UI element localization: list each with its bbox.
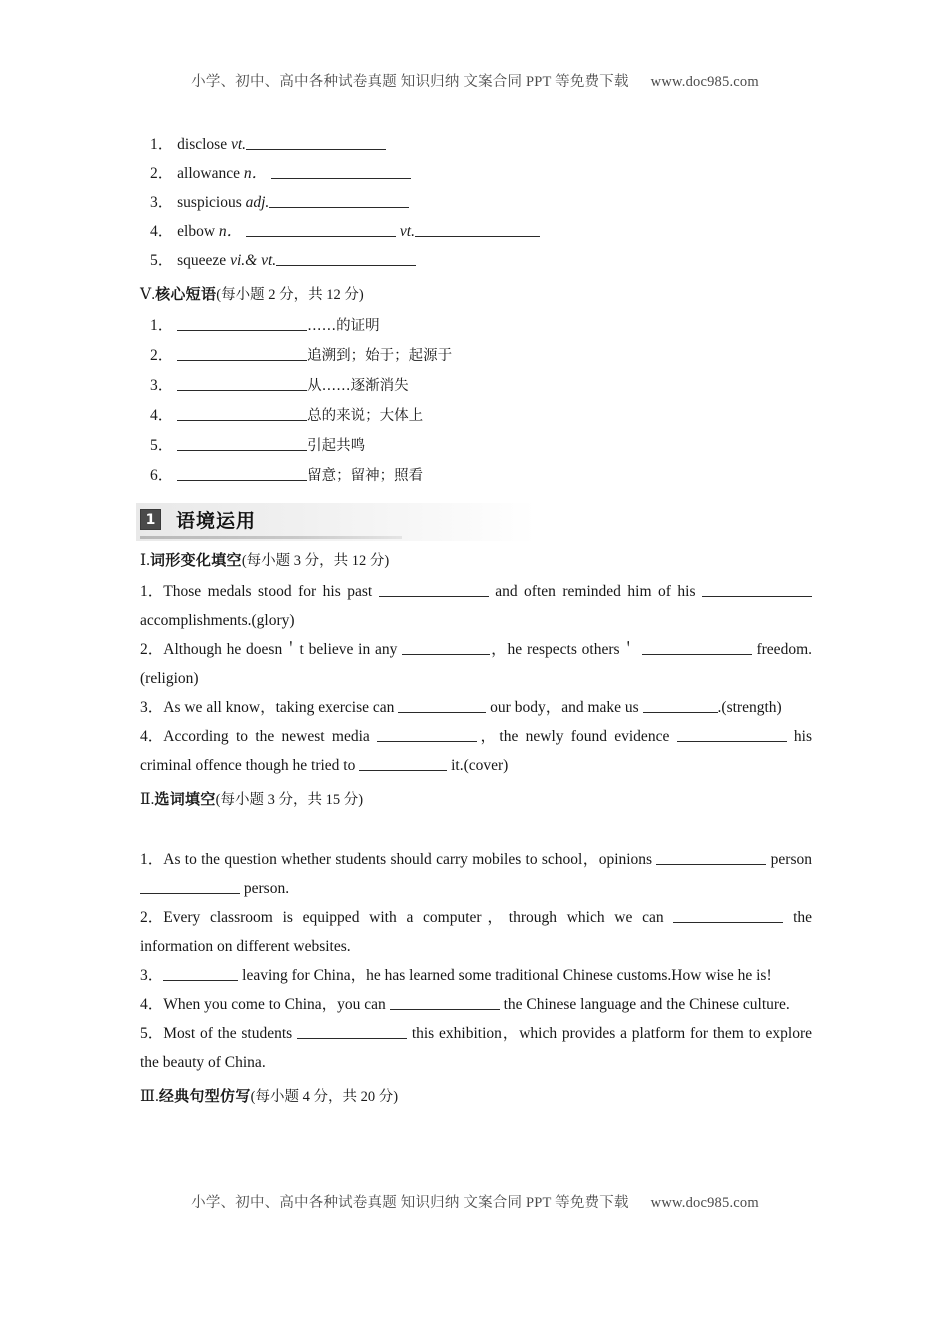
answer-blank[interactable] xyxy=(656,849,766,865)
watermark-bottom xyxy=(0,1191,950,1212)
vocab-word: elbow xyxy=(177,223,216,240)
section-score: (每小题 3 分，共 12 分) xyxy=(241,553,390,569)
question-text: When you come to China，you can xyxy=(163,996,390,1013)
answer-blank[interactable] xyxy=(177,345,307,361)
phrase-number: 6． xyxy=(150,467,174,484)
section-title: 选词填空 xyxy=(154,790,216,808)
vocab-pos: vt. xyxy=(230,136,247,153)
answer-blank[interactable] xyxy=(402,639,490,655)
vocab-number: 3． xyxy=(150,194,174,211)
question-number: 3． xyxy=(140,699,164,716)
question-number: 4． xyxy=(140,728,164,745)
vocab-number: 5． xyxy=(150,252,174,269)
watermark-top xyxy=(0,70,950,91)
watermark-top-text: 小学、初中、高中各种试卷真题 知识归纳 文案合同 PPT 等免费下载 xyxy=(191,74,629,90)
answer-blank[interactable] xyxy=(642,639,752,655)
phrase-item xyxy=(140,431,812,461)
question-item xyxy=(140,693,812,722)
phrase-item xyxy=(140,461,812,491)
answer-blank[interactable] xyxy=(643,697,718,713)
question-item xyxy=(140,990,812,1019)
question-text: According to the newest media xyxy=(163,728,378,745)
phrase-meaning: 总的来说；大体上 xyxy=(307,408,424,424)
answer-blank[interactable] xyxy=(276,250,416,266)
question-number: 1． xyxy=(140,851,164,868)
question-text: Those medals stood for his past xyxy=(163,583,379,600)
question-item xyxy=(140,845,812,903)
section-score: (每小题 4 分，共 20 分) xyxy=(250,1089,399,1105)
answer-blank[interactable] xyxy=(177,315,307,331)
answer-blank[interactable] xyxy=(390,994,500,1010)
question-item xyxy=(140,1019,812,1077)
answer-blank[interactable] xyxy=(297,1023,407,1039)
vocab-item xyxy=(140,159,812,188)
question-number: 1． xyxy=(140,583,164,600)
watermark-bottom-text: 小学、初中、高中各种试卷真题 知识归纳 文案合同 PPT 等免费下载 xyxy=(191,1195,629,1211)
question-text: Every classroom is equipped with a computer，through which we can xyxy=(163,909,674,926)
vocab-item xyxy=(140,130,812,159)
answer-blank[interactable] xyxy=(377,726,477,742)
answer-blank[interactable] xyxy=(140,878,240,894)
section-title: 词形变化填空 xyxy=(150,551,242,569)
section-roman: Ⅲ. xyxy=(140,1088,159,1105)
phrase-number: 3． xyxy=(150,377,174,394)
question-number: 4． xyxy=(140,996,164,1013)
question-text: person. xyxy=(240,880,290,897)
phrase-item xyxy=(140,371,812,401)
question-item xyxy=(140,903,812,961)
document-content xyxy=(140,130,812,1113)
question-item xyxy=(140,961,812,990)
question-text: this exhibition，which provides a platform for them to explore the beauty of China. xyxy=(140,1025,812,1071)
phrase-meaning: 引起共鸣 xyxy=(307,438,366,454)
phrase-meaning: 从……逐渐消失 xyxy=(307,378,409,394)
question-text: and often reminded him of his xyxy=(488,583,702,600)
vocab-item xyxy=(140,246,812,275)
phrase-meaning: 留意；留神；照看 xyxy=(307,468,424,484)
section-roman: Ⅴ. xyxy=(140,286,156,303)
answer-blank[interactable] xyxy=(177,465,307,481)
question-number: 2． xyxy=(140,641,164,658)
section-heading-word-form xyxy=(140,545,812,577)
phrase-meaning: 追溯到；始于；起源于 xyxy=(307,348,453,364)
answer-blank[interactable] xyxy=(359,755,447,771)
answer-blank[interactable] xyxy=(246,221,396,237)
phrase-meaning: ……的证明 xyxy=(307,318,380,334)
word-bank-placeholder xyxy=(140,816,812,845)
vocab-pos: n． xyxy=(218,223,243,240)
question-text: his criminal offence though he tried to xyxy=(140,728,813,774)
section-roman: Ⅰ. xyxy=(140,552,150,569)
phrase-item xyxy=(140,401,812,431)
question-item xyxy=(140,722,812,780)
question-number: 3． xyxy=(140,967,164,984)
answer-blank[interactable] xyxy=(177,405,307,421)
vocab-word: squeeze xyxy=(177,252,227,269)
vocab-number: 4． xyxy=(150,223,174,240)
question-text: .(strength) xyxy=(717,699,782,716)
vocab-word: allowance xyxy=(177,165,240,182)
vocab-word: suspicious xyxy=(177,194,242,211)
vocab-word: disclose xyxy=(177,136,228,153)
phrase-number: 1． xyxy=(150,317,174,334)
section-banner-title: 语境运用 xyxy=(176,510,257,532)
question-text: accomplishments.(glory) xyxy=(140,612,295,629)
section-title: 核心短语 xyxy=(155,285,217,303)
question-text: ，he respects others＇ xyxy=(490,641,642,658)
question-number: 2． xyxy=(140,909,164,926)
banner-underline xyxy=(140,536,402,539)
phrase-item xyxy=(140,311,812,341)
question-text: it.(cover) xyxy=(447,757,509,774)
phrase-number: 4． xyxy=(150,407,174,424)
phrase-number: 2． xyxy=(150,347,174,364)
vocab-item xyxy=(140,188,812,217)
answer-blank[interactable] xyxy=(246,134,386,150)
phrase-item xyxy=(140,341,812,371)
vocab-pos: n． xyxy=(243,165,268,182)
question-text: the Chinese language and the Chinese culture. xyxy=(499,996,790,1013)
section-heading-word-choice xyxy=(140,784,812,816)
answer-blank[interactable] xyxy=(271,163,411,179)
vocab-pos: adj. xyxy=(245,194,270,211)
section-heading-sentence-imitation xyxy=(140,1081,812,1113)
watermark-bottom-url: www.doc985.com xyxy=(650,1195,759,1211)
answer-blank[interactable] xyxy=(379,581,489,597)
section-title: 经典句型仿写 xyxy=(158,1087,251,1105)
section-score: (每小题 2 分，共 12 分) xyxy=(216,287,364,303)
answer-blank[interactable] xyxy=(163,965,238,981)
answer-blank[interactable] xyxy=(415,221,540,237)
section-banner xyxy=(136,503,536,541)
answer-blank[interactable] xyxy=(673,907,783,923)
question-item xyxy=(140,577,812,635)
answer-blank[interactable] xyxy=(398,697,486,713)
question-text: freedom.(religion) xyxy=(140,641,812,687)
answer-blank[interactable] xyxy=(177,435,307,451)
section-heading-core-phrases xyxy=(140,279,812,311)
section-roman: Ⅱ. xyxy=(140,791,155,808)
question-text: person xyxy=(766,851,812,868)
vocab-pos: vi.& vt. xyxy=(230,252,277,269)
question-text: the information on different websites. xyxy=(140,909,813,955)
section-score: (每小题 3 分，共 15 分) xyxy=(215,792,364,808)
vocab-number: 1． xyxy=(150,136,174,153)
vocab-number: 2． xyxy=(150,165,174,182)
question-text: Although he doesn＇t believe in any xyxy=(163,641,403,658)
watermark-top-url: www.doc985.com xyxy=(650,74,759,90)
question-text: ，the newly found evidence xyxy=(477,728,677,745)
question-text: As we all know，taking exercise can xyxy=(163,699,399,716)
question-text: Most of the students xyxy=(163,1025,298,1042)
vocab-item xyxy=(140,217,812,246)
question-text: As to the question whether students should carry mobiles to school，opinions xyxy=(163,851,657,868)
answer-blank[interactable] xyxy=(177,375,307,391)
answer-blank[interactable] xyxy=(269,192,409,208)
question-number: 5． xyxy=(140,1025,164,1042)
question-text: our body，and make us xyxy=(486,699,643,716)
answer-blank[interactable] xyxy=(702,581,812,597)
answer-blank[interactable] xyxy=(677,726,787,742)
section-number-badge: 1 xyxy=(140,509,161,530)
vocab-pos-secondary: vt. xyxy=(399,223,415,240)
question-item xyxy=(140,635,812,693)
question-text: leaving for China，he has learned some traditional Chinese customs.How wise he is! xyxy=(238,967,772,984)
phrase-number: 5． xyxy=(150,437,174,454)
